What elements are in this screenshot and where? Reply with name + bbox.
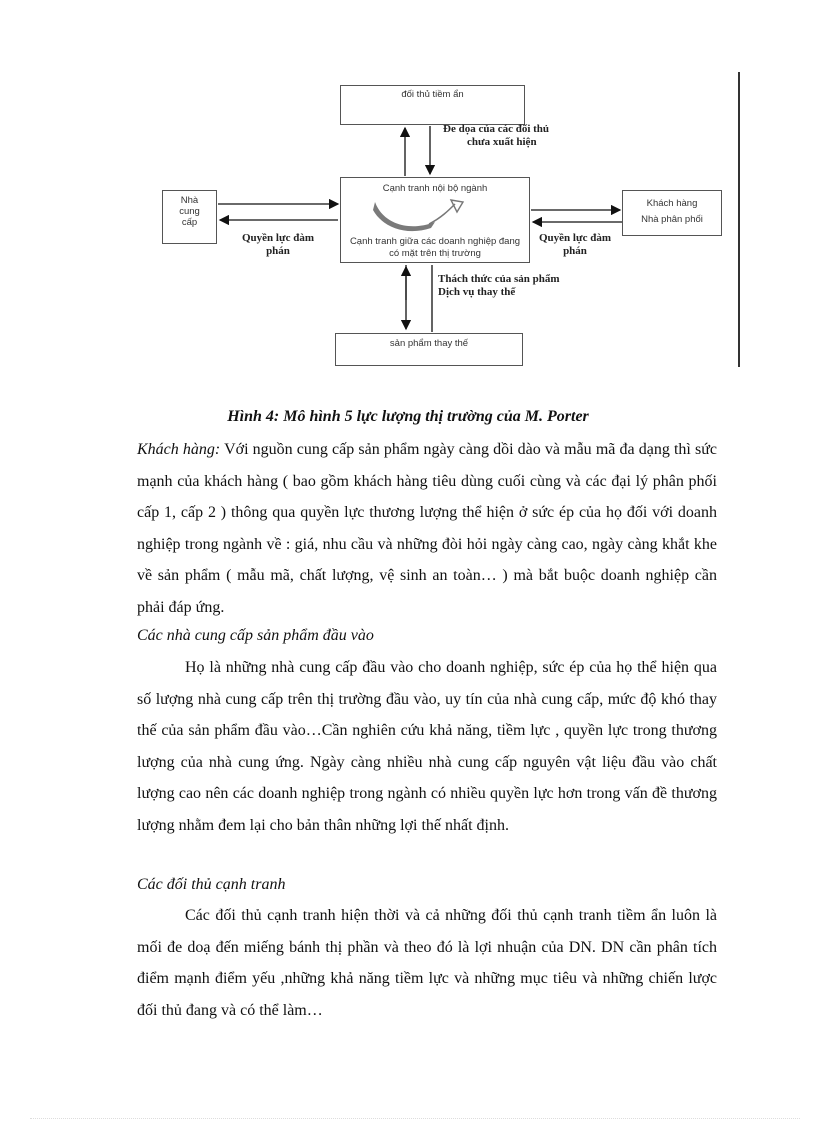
industry-rivalry-description: Cạnh tranh giữa các doanh nghiệp đang có mặt trên thị trường bbox=[349, 236, 521, 259]
substitutes-label: sản phẩm thay thế bbox=[389, 338, 469, 349]
substitute-label-line-1: Thách thức của sản phẩm bbox=[438, 273, 560, 285]
threat-label-line-2: chưa xuất hiện bbox=[467, 136, 537, 148]
rivalry-swoosh-icon bbox=[369, 198, 479, 234]
suppliers-paragraph: Họ là những nhà cung cấp đầu vào cho doanh nghiệp, sức ép của họ thể hiện qua số lượng nhà cung cấp trên thị trường đầu vào, uy tín của nhà cung cấp, mức độ khó thay thế của sản phẩm đầu vào…Cần nghiên cứu khả năng, tiềm lực , quyền lực trong thương lượng của nhà cung ứng. Ngày càng nhiều nhà cung cấp nguyên vật liệu đầu vào chất lượng cao nên các doanh nghiệp trong ngành có nhiều quyền lực hơn trong vấn đề thương lượng nhằm đem lại cho bản thân những lợi thế nhất định. bbox=[137, 659, 717, 834]
supplier-line-1: Nhà bbox=[180, 195, 199, 206]
competitors-paragraph: Các đối thủ cạnh tranh hiện thời và cả những đối thủ cạnh tranh tiềm ẩn luôn là mối đe doạ đến miếng bánh thị phần và theo đó là lợi nhuận của DN. DN cần phân tích điểm mạnh điểm yếu ,những khả năng tiềm lực và những mục tiêu và những chiến lược đối thủ đang và có thể làm… bbox=[137, 907, 717, 1019]
page-bottom-rule bbox=[30, 1118, 800, 1119]
substitute-threat-label bbox=[438, 273, 608, 299]
buyer-power-label: Quyền lực đàm phán bbox=[539, 232, 611, 257]
industry-rivalry-title: Cạnh tranh nội bộ ngành bbox=[382, 183, 488, 194]
figure-caption: Hình 4: Mô hình 5 lực lượng thị trường của M. Porter bbox=[227, 408, 589, 425]
threat-label-line-1: Đe dọa của các đối thủ bbox=[443, 123, 550, 135]
substitute-label-line-2: Dịch vụ thay thế bbox=[438, 286, 516, 298]
customer-line-2: Nhà phân phối bbox=[641, 214, 703, 225]
customer-box bbox=[622, 190, 722, 236]
customers-text: Với nguồn cung cấp sản phẩm ngày càng dồi dào và mẫu mã đa dạng thì sức mạnh của khách hàng ( bao gồm khách hàng tiêu dùng cuối cùng và các đại lý phân phối cấp 1, cấp 2 ) thông qua quyền lực thương lượng thể hiện ở sức ép của họ đối với doanh nghiệp trong ngành về : giá, nhu cầu và những đòi hỏi ngày càng cao, ngày càng khắt khe về sản phẩm ( mẫu mã, chất lượng, vệ sinh an toàn… ) mà bắt buộc doanh nghiệp cần phải đáp ứng. bbox=[137, 441, 717, 616]
diagram-right-border-line bbox=[738, 72, 740, 367]
industry-rivalry-box bbox=[340, 177, 530, 263]
customer-line-1: Khách hàng bbox=[646, 198, 698, 209]
substitutes-box bbox=[335, 333, 523, 366]
competitors-heading: Các đối thủ cạnh tranh bbox=[137, 876, 286, 893]
threat-new-entrants-label bbox=[443, 123, 603, 149]
customers-paragraph bbox=[137, 434, 717, 623]
supplier-line-3: cấp bbox=[181, 217, 198, 228]
supplier-box bbox=[162, 190, 217, 244]
customers-heading: Khách hàng: bbox=[137, 441, 221, 458]
supplier-line-2: cung bbox=[179, 206, 200, 217]
porter-five-forces-diagram bbox=[150, 70, 750, 370]
supplier-power-label: Quyền lực đàm phán bbox=[242, 232, 314, 257]
potential-entrants-box bbox=[340, 85, 525, 125]
potential-entrants-label: đối thủ tiềm ẩn bbox=[401, 89, 464, 100]
suppliers-heading: Các nhà cung cấp sản phẩm đầu vào bbox=[137, 627, 374, 644]
